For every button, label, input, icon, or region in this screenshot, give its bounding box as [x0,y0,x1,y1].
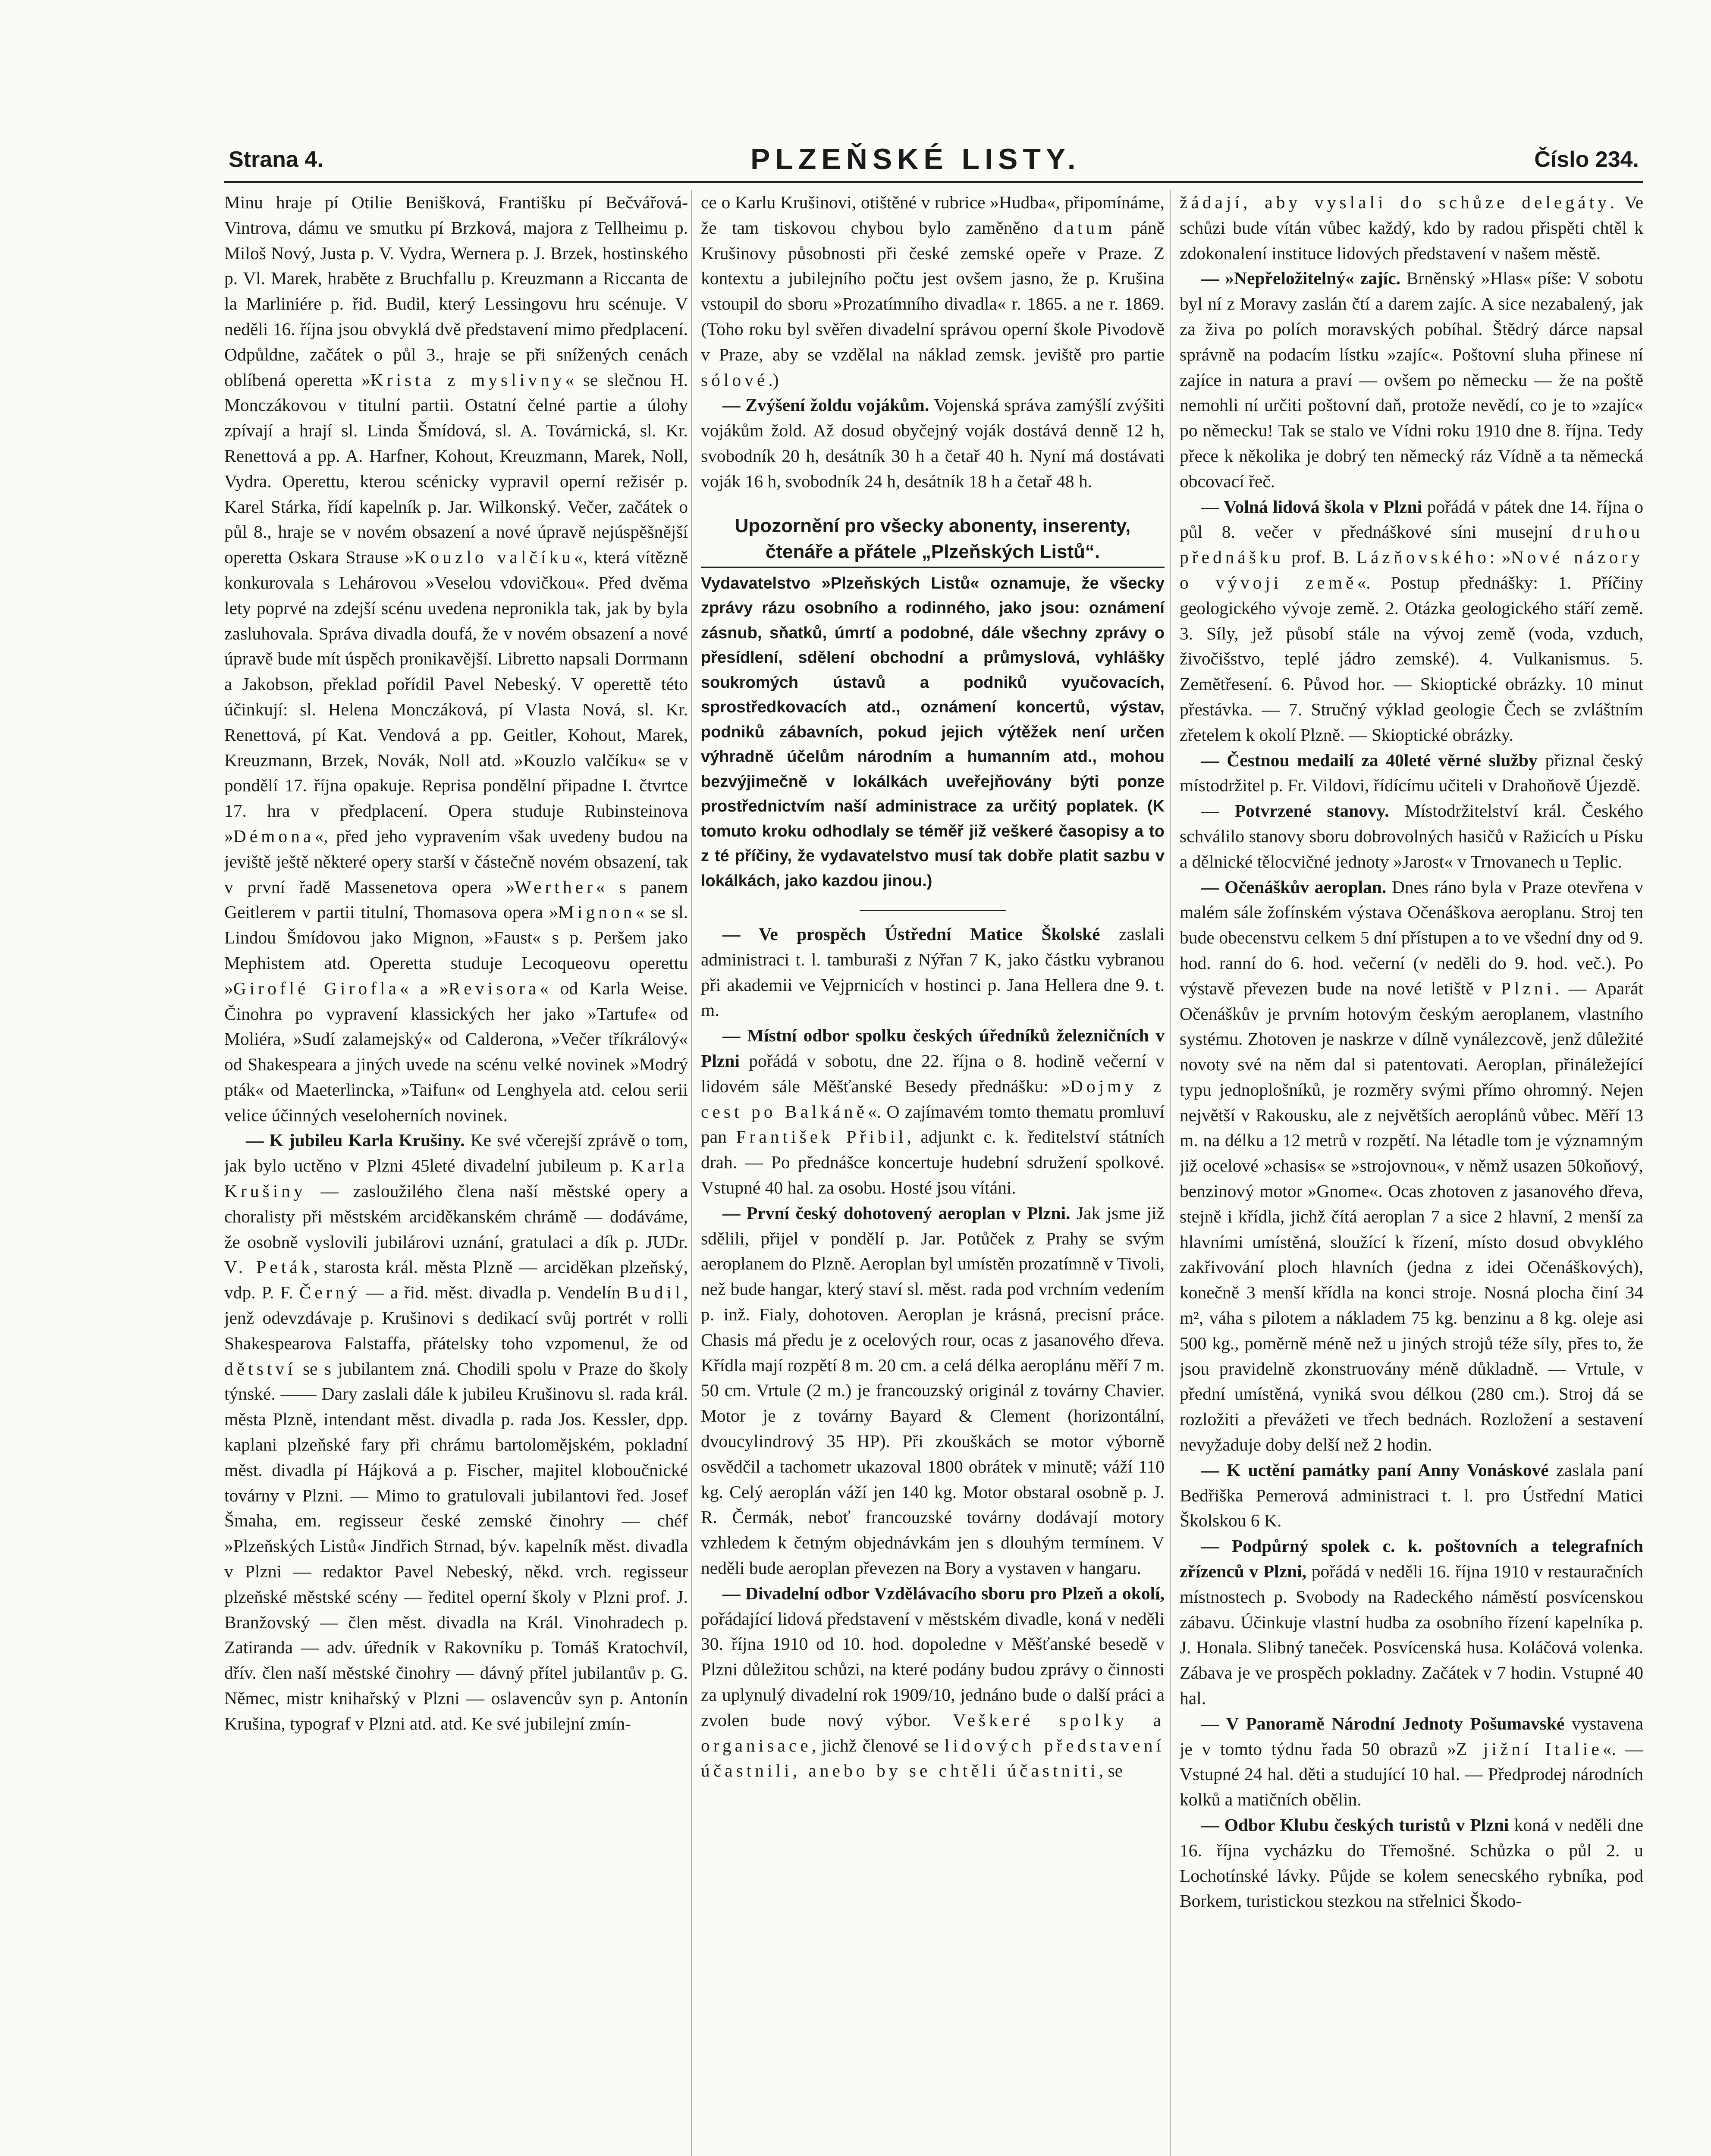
newspaper-title: PLZEŇSKÉ LISTY. [750,143,1081,175]
article-heading: — Ve prospěch Ústřední Matice Školské [722,924,1100,944]
column-divider [691,190,692,2156]
article-heading: — K uctění památky paní Anny Vonáskové [1201,1460,1549,1480]
notice-heading: Upozornění pro všecky abonenty, inserenty, čtenáře a přátele „Plzeňských Listů“. [701,513,1165,568]
article-soldier-pay: — Zvýšení žoldu vojákům. Vojenská správa zamýšlí zvýšiti vojákům žold. Až dosud obyčejný voják dostává denně 12 h, svobodník 20 h, desátník 30 h a četař 40 h. Nyní má dostávati voják 16 h, svobodník 24 h, desátník 18 h a četař 48 h. [701,395,1165,491]
article-heading: — V Panoramě Národní Jednoty Pošumavské [1201,1713,1565,1733]
notice-body: Vydavatelstvo »Plzeňských Listů« oznamuje, že všecky zprávy rázu osobního a rodinného, jako jsou: oznámení zásnub, sňatků, úmrtí a podobné, dále všechny zprávy o přesídlení, sdělení obchodní a průmyslová, vyhlášky soukromých ústavů a podniků vyučovacích, sprostředkovacích atd., oznámení koncertů, výstav, podniků zábavních, pokud jejich výtěžek není určen výhradně účelům národním a humanním atd., mohou bezvýjimečně v lokálkách uveřejňovány býti ponze prostřednictvím naší administrace za určitý poplatek. (K tomuto kroku odhodlaly se téměř již veškeré časopisy a to z té příčiny, že vydavatelstvo musí tak dobře platit sazbu v lokálkách, jako kazdou jinou.) [701,574,1165,890]
article-folk-school: — Volná lidová škola v Plzni pořádá v pátek dne 14. října o půl 8. večer v přednáškové síni musejní druhou přednášku prof. B. Lázňovského: »Nové názory o vývoji země«. Postup přednášky: 1. Příčiny geologického vývoje země. 2. Otázka geologického stáří země. 3. Síly, jež působí stále na vývoj země (voda, vzduch, živočišstvo, teplé jádro zemské). 4. Vulkanismus. 5. Zemětřesení. 6. Původ hor. — Skioptické obrázky. 10 minut přestávka. — 7. Stručný výklad geologie Čech se zvláštním zřetelem k okolí Plzně. — Skioptické obrázky. [1180,496,1643,745]
issue-number: Číslo 234. [1534,147,1639,172]
article-heading: — K jubileu Karla Krušiny. [246,1130,465,1150]
column-2 [701,190,1165,2156]
article-first-aeroplane: — První český dohotovený aeroplan v Plzni. Jak jsme již sdělili, přijel v pondělí p. Jar. Potůček z Prahy se svým aeroplanem do Plzně. Aeroplan byl umístěn prozatímně v Tivoli, než bude hangar, který staví sl. měst. rada pod vrchním vedením p. inž. Fialy, dohotoven. Aeroplan je krásná, precisní práce. Chasis má předu je z ocelových rour, ocas z jasanového dřeva. Křídla mají rozpětí 8 m. 20 cm. a celá délka aeroplánu měří 7 m. 50 cm. Vrtule (2 m.) je francouzský originál z továrny Chavier. Motor je z továrny Bayard & Clement (horizontální, dvoucylindrový 35 HP). Při zkouškách se motor výborně osvědčil a tachometr ukazoval 1800 obrátek v minutě; váží 110 kg. Celý aeroplán váží jen 140 kg. Motor obstaral osobně p. J. R. Čermák, neboť francouzské továrny dodávají motory vzhledem k četným objednávkám jen s dlouhým termínem. V neděli bude aeroplan převezen na Bory a vystaven v hangaru. [701,1203,1165,1578]
article-heading: — Podpůrný spolek c. k. poštovních a telegrafních zřízenců v Plzni, [1180,1536,1643,1582]
article-theatre-section-continued: žádají, aby vyslali do schůze delegáty. Ve schůzi bude vítán vůbec každý, kdo by radou přispěti chtěl k zdokonalení instituce lidových představení v našem městě. [1180,192,1643,263]
article-heading: — Zvýšení žoldu vojákům. [722,395,929,415]
page-number: Strana 4. [229,147,323,172]
article-railway-officials: — Místní odbor spolku českých úředníků železničních v Plzni pořádá v sobotu, dne 22. října o 8. hodině večerní v lidovém sále Měšťanské Besedy přednášku: »Dojmy z cest po Balkáně«. O zajímavém tomto thematu promluví pan František Přibil, adjunkt c. k. ředitelství státních drah. — Po přednášce koncertuje hudební sdružení spolkové. Vstupné 40 hal. za osobu. Hosté jsou vítáni. [701,1025,1165,1198]
article-heading: — První český dohotovený aeroplan v Plzni. [722,1203,1071,1223]
article-statutes: — Potvrzené stanovy. Místodržitelství král. Českého schválilo stanovy sboru dobrovolných hasičů v Ražicích u Písku a dělnické tělocvičné jednoty »Jarost« v Trnovanech u Teplic. [1180,801,1643,871]
article-hare: — »Nepřeložitelný« zajíc. Brněnský »Hlas« píše: V sobotu byl ní z Moravy zaslán čtí a darem zajíc. A sice nezabalený, jak za živa po polích moravských pobíhal. Štědrý dárce napsal správně na podacím lístku »zajíc«. Poštovní sluha přinese ní zajíce in natura a praví — ovšem po německu — že na poště nemohli ní určiti poštovní daň, protože nevědí, co je to »zajíc« po německu! Tak se stalo ve Vídni roku 1910 dne 8. října. Tedy přece k několika je dobrý ten německý ráz Vídně a ta německá obcovací řeč. [1180,268,1643,491]
article-ocenasek-aeroplane: — Očenáškův aeroplan. Dnes ráno byla v Praze otevřena v malém sále žofínském výstava Očenáškova aeroplanu. Stroj ten bude obecenstvu celkem 5 dní přístupen a to ve všední dny od 9. hod. ranní do 6. hod. večerní (v neděli do 9. hod. več.). Po výstavě převezen bude na nové letiště v Plzni. — Aparát Očenáškův je prvním hotovým českým aeroplanem, vlastního systému. Zhotoven je naskrze v dílně vynálezcově, jenž důležité novoty své na něm dal si patentovati. Aeroplan, přináležející typu jednoplošníků, je rozměry svými přímo ohromný. Nejen největší v Rakousku, ale z největších aeroplánů vůbec. Měří 13 m. na délku a 12 metrů v rozpětí. Na létadle tom je významným již ocelové »chasis« se »strojovnou«, v němž usazen 50koňový, benzinový motor »Gnome«. Ocas zhotoven z jasanového dřeva, stejně i křídla, jichž čítá aeroplan 7 a sice 2 hlavní, 2 menší za hlavními umístěná, sloužící k řízení, místo dosud obvyklého zakřivování ploch hlavních (jedna z idei Očenáškových), konečně 3 menší křídla na konci stroje. Nosná plocha činí 34 m², váha s pilotem a nákladem 75 kg. benzinu a 8 kg. oleje asi 500 kg., poměrně méně než u jiných strojů téže síly, přes to, že jsou pravidelně zkonstruovány méně důkladně. — Vrtule, v přední umístěná, vyniká svou délkou (280 cm.). Stroj dá se rozložiti a převážeti ve třech bednách. Rozložení a sestavení nevyžaduje doby delší než 2 hodin. [1180,877,1643,1455]
article-theatre-section: — Divadelní odbor Vzdělávacího sboru pro Plzeň a okolí, pořádající lidová představení v městském divadle, koná v neděli 30. října 1910 od 10. hod. dopoledne v Měšťanské besedě v Plzni důležitou schůzi, na které podány budou zprávy o činnosti za uplynulý divadelní rok 1909/10, jednáno bude o další práci a zvolen bude nový výbor. Veškeré spolky a organisace, jichž členové se lidových představení účastnili, anebo by se chtěli účastniti, se [701,1583,1165,1781]
article-heading: — Volná lidová škola v Plzni [1201,496,1422,517]
article-krusina-continued: ce o Karlu Krušinovi, otištěné v rubrice »Hudba«, připomínáme, že tam tiskovou chybou bylo zaměněno datum páně Krušinovy působnosti při české zemské opeře v Praze. Z kontextu a jubilejního počtu jest ovšem jasno, že p. Krušina vstoupil do sboru »Prozatímního divadla« r. 1865. a ne r. 1869. (Toho roku byl svěřen divadelní správou operní škole Pivodově v Praze, aby se vzdělal na náklad zemsk. jeviště pro partie sólové.) [701,192,1165,390]
article-theatre-program: Minu hraje pí Otilie Benišková, Františku pí Bečvářová-Vintrova, dámu ve smutku pí Brzková, majora z Tellheimu p. Miloš Nový, Justa p. V. Vydra, Wernera p. J. Brzek, hostinského p. Vl. Marek, hraběte z Bruchfallu p. Kreuzmann a Riccanta de la Marliniére p. řid. Budil, který Lessingovu hru scénuje. V neděli 16. října jsou obvyklá dvě představení mimo předplacení. Odpůldne, začátek o půl 3., hraje se při snížených cenách oblíbená operetta »Krista z myslivny« se slečnou H. Monczákovou v titulní partii. Ostatní čelné partie a úlohy zpívají a hrají sl. Linda Šmídová, sl. A. Továrnická, sl. Kr. Renettová a pp. A. Harfner, Kohout, Kreuzmann, Marek, Noll, Vydra. Operettu, kterou scénicky vypravil operní režisér p. Karel Stárka, řídí kapelník p. Jar. Wilkonský. Večer, začátek o půl 8., hraje se v novém obsazení a nové úpravě nejúspěšnější operetta Oskara Strause »Kouzlo valčíku«, která vítězně konkurovala s Lehárovou »Veselou vdovičkou«. Před dvěma lety poprvé na zdejší scénu uvedena nepronikla tak, jak by byla zasluhovala. Správa divadla doufá, že v novém obsazení a nové úpravě bude mít úspěch pronikavější. Libretto napsali Dorrmann a Jakobson, překlad pořídil Pavel Nebeský. V operettě této účinkují: sl. Helena Monczáková, pí Vlasta Nová, sl. Kr. Renettová, pí Kat. Vendová a pp. Geitler, Kohout, Marek, Kreuzmann, Brzek, Novák, Noll atd. »Kouzlo valčíku« se v pondělí 17. října opakuje. Reprisa pondělní připadne I. čtvrtce 17. hra v předplacení. Opera studuje Rubinsteinova »Démona«, před jeho vypravením však uvedeny budou na jeviště ještě některé opery starší v částečně novém obsazení, tak v první řadě Massenetova opera »Werther« s panem Geitlerem v partii titulní, Thomasova opera »Mignon« se sl. Lindou Šmídovou jako Mignon, »Faust« s p. Peršem jako Mephistem atd. Operetta studuje Lecoqueovu operettu »Giroflé Girofla« a »Revisora« od Karla Weise. Činohra po vypravení klassických her jako »Tartufe« od Moliéra, »Sudí zalamejský« od Calderona, »Večer tříkrálový« od Shakespeara a jiných uvede na scénu velké novinek »Modrý pták« od Maeterlincka, »Taifun« od Lenghyela atd. celou serii velice účinných veseloherních novinek. [224,192,688,1125]
page-header [224,142,1639,181]
article-panorama: — V Panoramě Národní Jednoty Pošumavské vystavena je v tomto týdnu řada 50 obrazů »Z jižní Italie«. — Vstupné 24 hal. děti a studující 10 hal. — Předprodej národních kolků a matičních obělin. [1180,1713,1643,1810]
article-krusina-jubilee: — K jubileu Karla Krušiny. Ke své včerejší zprávě o tom, jak bylo uctěno v Plzni 45leté divadelní jubileum p. Karla Krušiny — zasloužilého člena naší městské opery a choralisty při městském arciděkanském chrámě — dodáváme, že osobně vyslovili jubilárovi uznání, gratulaci a dík p. JUDr. V. Peták, starosta král. města Plzně — arciděkan plzeňský, vdp. P. F. Černý — a řid. měst. divadla p. Vendelín Budil, jenž odevzdávaje p. Krušinovi s dedikací svůj portrét v rolli Shakespearova Falstaffa, přátelsky toho vzpomenul, že od dětství se s jubilantem zná. Chodili spolu v Praze do školy týnské. —— Dary zaslali dále k jubileu Krušinovu sl. rada král. města Plzně, intendant měst. divadla p. rada Jos. Kessler, dpp. kaplani plzeňské fary při chrámu bartolomějském, pokladní měst. divadla pí Hájková a p. Fischer, majitel kloboučnické továrny v Plzni. — Mimo to gratulovali jubilantovi řed. Josef Šmaha, em. regisseur české zemské činohry — chéf »Plzeňských Listů« Jindřich Strnad, býv. kapelník měst. divadla v Plzni — redaktor Pavel Nebeský, někd. vrch. regisseur plzeňské městské scény — ředitel operní školy v Plzni prof. J. Branžovský — člen měst. divadla na Král. Vinohradech p. Zatiranda — adv. úředník v Rakovníku p. Tomáš Kratochvíl, dřív. člen naší městské činohry — dávný přítel jubilantův p. G. Němec, mistr knihařský v Plzni — oslavencův syn p. Antonín Krušina, typograf v Plzni atd. atd. Ke své jubilejní zmín- [224,1130,688,1733]
column-1 [224,190,688,2156]
article-postal-society: — Podpůrný spolek c. k. poštovních a telegrafních zřízenců v Plzni, pořádá v neděli 16. října 1910 v restauračních místnostech p. Svobody na Radeckého náměstí posvícenskou zábavu. Účinkuje vlastní hudba za osobního řízení kapelníka p. J. Honala. Slibný taneček. Posvícenská husa. Koláčová volenka. Zábava je ve prospěch pokladny. Začátek v 7 hodin. Vstupné 40 hal. [1180,1536,1643,1708]
article-matice-skolska: — Ve prospěch Ústřední Matice Školské zaslali administraci t. l. tamburaši z Nýřan 7 K, jako částku vybranou při akademii ve Vejprnicích v hostinci p. Jana Hellera dne 9. t. m. [701,924,1165,1020]
article-heading: — »Nepřeložitelný« zajíc. [1201,268,1400,288]
article-heading: — Čestnou medailí za 40leté věrné služby [1201,750,1538,770]
article-memorial-gift: — K uctění památky paní Anny Vonáskové zaslala paní Bedřiška Pernerová administraci t. l. pro Ústřední Matici Školskou 6 K. [1180,1460,1643,1531]
column-divider [1170,190,1171,2156]
header-rule [224,181,1643,183]
article-medal: — Čestnou medailí za 40leté věrné služby přiznal český místodržitel p. Fr. Vildovi, řídícímu učiteli v Drahoňově Újezdě. [1180,750,1643,796]
article-heading: — Místní odbor spolku českých úředníků železničních v Plzni [701,1025,1165,1071]
article-heading: — Potvrzené stanovy. [1201,801,1389,821]
article-heading: — Divadelní odbor Vzdělávacího sboru pro Plzeň a okolí, [722,1583,1165,1603]
section-rule [860,910,1006,911]
article-tourist-club: — Odbor Klubu českých turistů v Plzni koná v neděli dne 16. října vycházku do Třemošné. Schůzka o půl 2. u Lochotínské lávky. Půjde se kolem senecského rybníka, pod Borkem, turistickou stezkou na střelnici Škodo- [1180,1815,1643,1911]
article-heading: — Odbor Klubu českých turistů v Plzni [1201,1815,1509,1835]
column-3 [1180,190,1643,2156]
article-heading: — Očenáškův aeroplan. [1201,877,1387,897]
